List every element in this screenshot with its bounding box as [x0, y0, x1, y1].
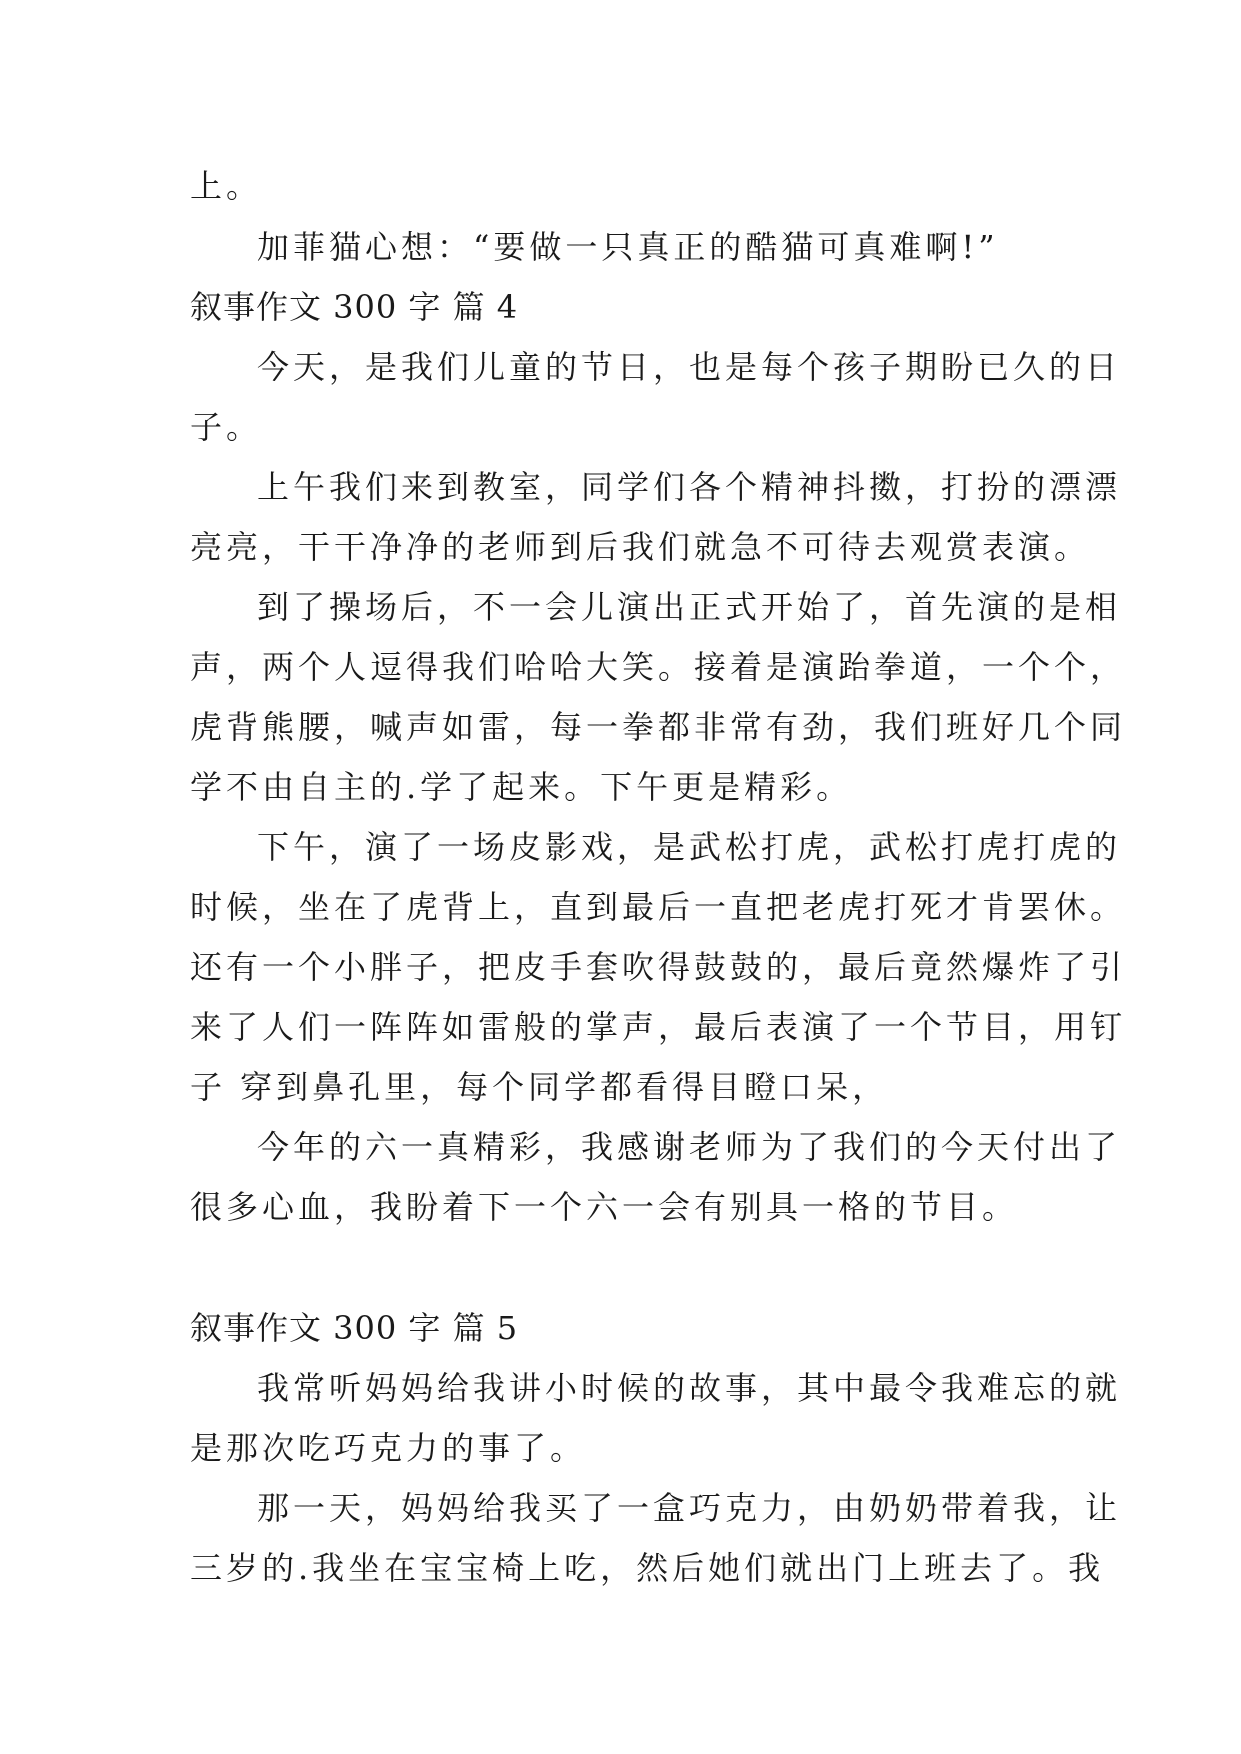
text-line: 三岁的.我坐在宝宝椅上吃，然后她们就出门上班去了。我 [190, 1549, 1105, 1587]
text-line: 虎背熊腰，喊声如雷，每一拳都非常有劲，我们班好几个同 [190, 708, 1127, 746]
text-line: 是那次吃巧克力的事了。 [190, 1429, 587, 1467]
text-line: 很多心血，我盼着下一个六一会有别具一格的节目。 [190, 1188, 1019, 1226]
text-line: 子。 [190, 408, 263, 446]
text-line: 学不由自主的.学了起来。下午更是精彩。 [190, 768, 853, 806]
text-line: 声，两个人逗得我们哈哈大笑。接着是演跆拳道，一个个， [190, 648, 1127, 686]
text-line: 到了操场后，不一会儿演出正式开始了，首先演的是相 [257, 588, 1122, 626]
section-heading: 叙事作文 300 字 篇 4 [190, 288, 519, 326]
text-line: 时候，坐在了虎背上，直到最后一直把老虎打死才肯罢休。 [190, 888, 1127, 926]
text-line: 亮亮，干干净净的老师到后我们就急不可待去观赏表演。 [190, 528, 1091, 566]
text-line: 上午我们来到教室，同学们各个精神抖擞，打扮的漂漂 [257, 468, 1122, 506]
text-line: 我常听妈妈给我讲小时候的故事，其中最令我难忘的就 [257, 1369, 1122, 1407]
text-line: 那一天，妈妈给我买了一盒巧克力，由奶奶带着我，让 [257, 1489, 1122, 1527]
section-heading: 叙事作文 300 字 篇 5 [190, 1309, 519, 1347]
text-line: 下午，演了一场皮影戏，是武松打虎，武松打虎打虎的 [257, 828, 1122, 866]
text-line: 今年的六一真精彩，我感谢老师为了我们的今天付出了 [257, 1128, 1122, 1166]
text-line: 今天，是我们儿童的节日，也是每个孩子期盼已久的日 [257, 348, 1122, 386]
text-line: 来了人们一阵阵如雷般的掌声，最后表演了一个节目，用钉 [190, 1008, 1127, 1046]
text-line: 加菲猫心想：“要做一只真正的酷猫可真难啊!” [257, 228, 999, 266]
text-line: 上。 [190, 167, 263, 205]
text-line: 还有一个小胖子，把皮手套吹得鼓鼓的，最后竟然爆炸了引 [190, 948, 1127, 986]
text-line: 子 穿到鼻孔里，每个同学都看得目瞪口呆， [190, 1068, 889, 1106]
